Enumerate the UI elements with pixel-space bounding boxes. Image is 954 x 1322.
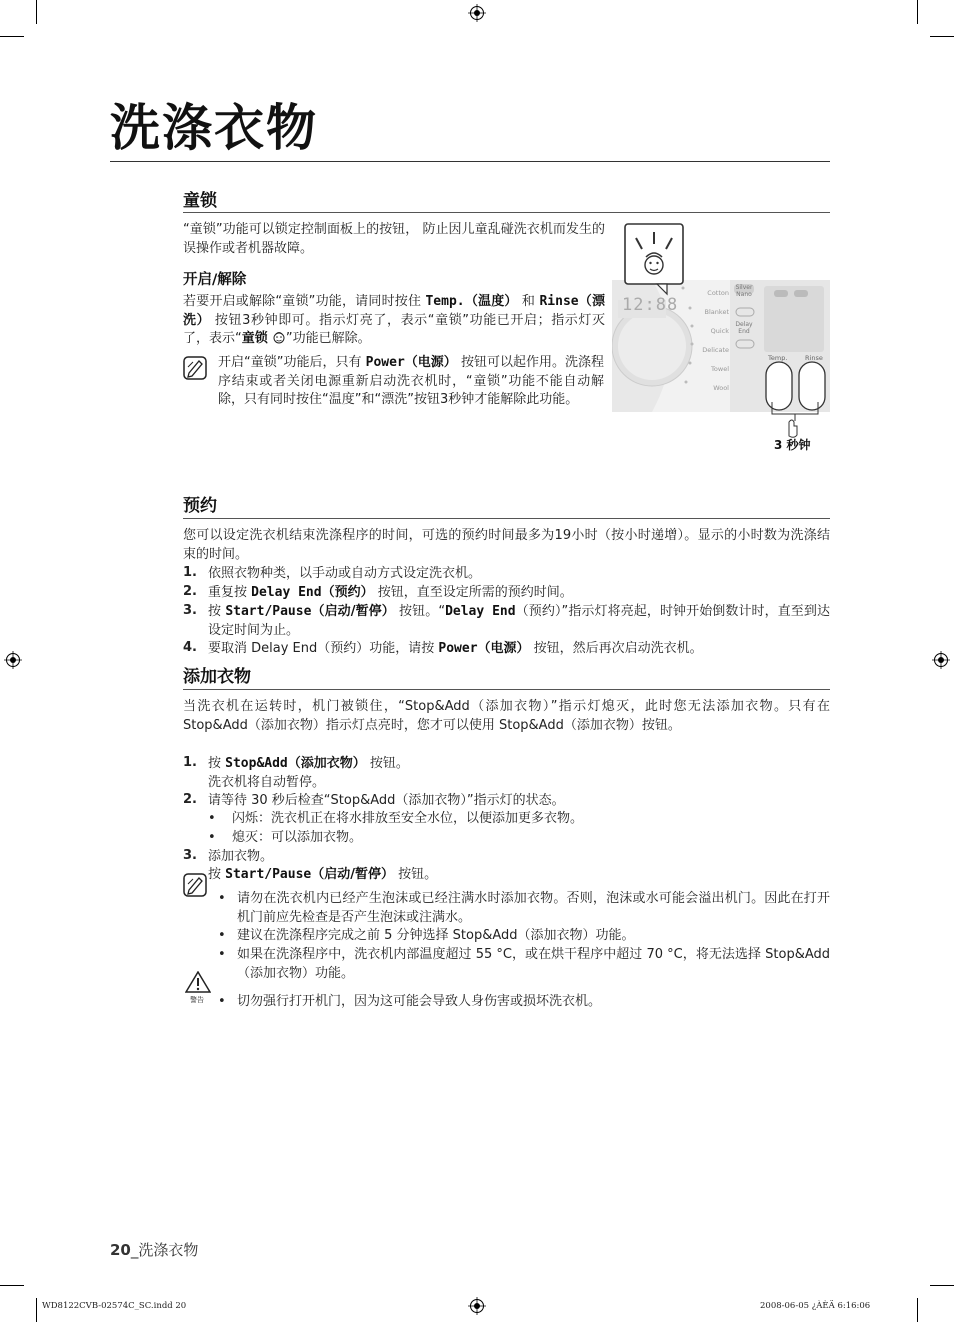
text-fragment: 按钮，直至设定所需的预约时间。 bbox=[373, 585, 573, 600]
power-cn-label: （电源） bbox=[404, 355, 457, 370]
registration-mark-icon bbox=[932, 651, 950, 669]
crop-mark bbox=[36, 1298, 37, 1322]
start-pause-button-label: Start/Pause bbox=[225, 867, 312, 882]
child-lock-instructions bbox=[183, 293, 605, 349]
bullet-dot: • bbox=[218, 891, 226, 906]
text-fragment: 按 bbox=[208, 867, 226, 882]
file-name: WD8122CVB-02574C_SC.indd 20 bbox=[42, 1301, 187, 1311]
page-title: 洗涤衣物 bbox=[110, 99, 318, 157]
section-title-add-laundry: 添加衣物 bbox=[183, 667, 251, 687]
warning-triangle-icon bbox=[185, 971, 211, 993]
text-fragment: ”功能已解除。 bbox=[285, 331, 371, 346]
note-icon bbox=[183, 873, 207, 897]
text-fragment: 重复按 bbox=[208, 585, 252, 600]
rinse-button-label: Rinse bbox=[539, 294, 579, 309]
cn-label: （添加衣物） bbox=[287, 756, 366, 771]
step-number: 1. bbox=[183, 755, 197, 770]
delay-end-step bbox=[208, 584, 830, 603]
section-title-delay-end: 预约 bbox=[183, 496, 217, 516]
stop-add-button-label: Stop&Add bbox=[225, 756, 288, 771]
bullet-dot: • bbox=[208, 811, 216, 826]
add-laundry-step: 请等待 30 秒后检查“Stop&Add（添加衣物）”指示灯的状态。 bbox=[208, 793, 565, 808]
print-timestamp: 2008-06-05 ¿ÀÈÄ 6:16:06 bbox=[760, 1301, 871, 1311]
delay-end-label bbox=[734, 321, 754, 335]
note-text: 建议在洗涤程序完成之前 5 分钟选择 Stop&Add（添加衣物）功能。 bbox=[237, 928, 635, 943]
text-fragment: 和 bbox=[517, 294, 540, 309]
delay-end-button-label: Delay End bbox=[251, 585, 322, 600]
child-lock-intro: “童锁”功能可以锁定控制面板上的按钮， 防止因儿童乱碰洗衣机而发生的误操作或者机器故障。 bbox=[183, 222, 605, 256]
registration-mark-icon bbox=[468, 4, 486, 22]
panel-label: End bbox=[738, 328, 750, 335]
note-icon bbox=[183, 356, 207, 380]
cycle-label: Blanket bbox=[704, 308, 729, 316]
sub-title-enable-disable: 开启/解除 bbox=[183, 272, 247, 288]
bullet-text: 闪烁：洗衣机正在将水排放至安全水位，以便添加更多衣物。 bbox=[232, 811, 584, 826]
crop-mark bbox=[0, 36, 24, 37]
bullet-dot: • bbox=[218, 994, 226, 1009]
panel-label: Delay bbox=[735, 321, 753, 328]
crop-mark bbox=[0, 1285, 24, 1286]
bullet-dot: • bbox=[218, 928, 226, 943]
text-fragment: 开启“童锁”功能后，只有 bbox=[218, 355, 366, 370]
cn-label: （启动/暂停） bbox=[311, 867, 394, 882]
child-lock-icon bbox=[272, 331, 286, 344]
cn-label: （电源） bbox=[477, 641, 530, 656]
crop-mark bbox=[930, 36, 954, 37]
text-fragment: 洗衣机将自动暂停。 bbox=[208, 774, 326, 790]
add-laundry-intro: 当洗衣机在运转时，机门被锁住，“Stop&Add（添加衣物）”指示灯熄灭，此时您无法添加衣物。只有在 Stop&Add（添加衣物）指示灯点亮时，您才可以使用 Stop&Add（添加衣物）按钮。 bbox=[183, 699, 830, 733]
step-number: 3. bbox=[183, 848, 197, 863]
lock-callout bbox=[625, 224, 683, 294]
section-title-child-lock: 童锁 bbox=[183, 191, 217, 211]
text-fragment: 按钮可以起作用。洗涤程序结束或者关闭电源重新启动洗衣机时，“童锁”功能不能自动解除，只有同时按住“温度”和“漂洗”按钮3秒钟才能解除此功能。 bbox=[218, 355, 604, 407]
panel-label: Silver bbox=[735, 284, 753, 291]
note-text: 请勿在洗衣机内已经产生泡沫或已经注满水时添加衣物。否则，泡沫或水可能会溢出机门。因此在打开机门前应先检查是否产生泡沫或注满水。 bbox=[237, 891, 830, 925]
page-footer bbox=[110, 1239, 198, 1260]
title-rule bbox=[110, 161, 830, 162]
registration-mark-icon bbox=[4, 651, 22, 669]
text-fragment: 按钮。 bbox=[365, 756, 409, 771]
rinse-cn-label: （漂洗） bbox=[183, 294, 605, 328]
add-laundry-step: 添加衣物。 bbox=[208, 849, 274, 864]
text-fragment: 按钮。 bbox=[393, 867, 438, 882]
add-laundry-step bbox=[208, 866, 830, 885]
child-lock-label: 童锁 bbox=[241, 331, 268, 346]
text-fragment: 按钮3秒钟即可。指示灯亮了，表示“童锁”功能已开启；指示灯灭了，表示“ bbox=[183, 312, 605, 346]
section-rule bbox=[183, 518, 830, 519]
text-fragment: 按钮。“ bbox=[394, 604, 446, 619]
text-fragment: 要取消 Delay End（预约）功能，请按 bbox=[208, 641, 439, 656]
page-footer-label: _洗涤衣物 bbox=[130, 1241, 199, 1259]
step-number: 2. bbox=[183, 584, 197, 599]
temp-panel-label: Temp. bbox=[768, 354, 788, 362]
text-fragment: 依照衣物种类，以手动或自动方式设定洗衣机。 bbox=[208, 566, 482, 581]
step-number: 1. bbox=[183, 565, 197, 580]
delay-end-step bbox=[208, 603, 830, 640]
start-pause-button-label: Start/Pause bbox=[225, 604, 312, 619]
text-fragment: （预约）”指示灯将亮起，时钟开始倒数计时，直至到达设定时间为止。 bbox=[208, 604, 830, 638]
text-fragment: 若要开启或解除“童锁”功能，请同时按住 bbox=[183, 294, 426, 309]
step-number: 2. bbox=[183, 792, 197, 807]
registration-mark-icon bbox=[468, 1297, 486, 1315]
delay-end-step bbox=[208, 565, 830, 584]
bullet-text: 熄灭：可以添加衣物。 bbox=[232, 830, 363, 845]
bullet-dot: • bbox=[218, 947, 226, 962]
power-button-label: Power bbox=[365, 355, 405, 370]
page-number: 20 bbox=[110, 1241, 131, 1259]
step-number: 4. bbox=[183, 640, 197, 655]
cn-label: （启动/暂停） bbox=[311, 604, 395, 619]
power-button-label: Power bbox=[438, 641, 478, 656]
cycle-label: Delicate bbox=[702, 346, 729, 354]
delay-end-button-label: Delay End bbox=[445, 604, 516, 619]
text-fragment: 按钮，然后再次启动洗衣机。 bbox=[529, 641, 703, 656]
crop-mark bbox=[36, 0, 37, 24]
temp-cn-label: （温度） bbox=[464, 294, 518, 309]
crop-mark bbox=[917, 0, 918, 24]
child-lock-note bbox=[218, 354, 604, 410]
note-text: 如果在洗涤程序中，洗衣机内部温度超过 55 °C，或在烘干程序中超过 70 °C，将无法选择 Stop&Add（添加衣物）功能。 bbox=[237, 947, 830, 981]
cycle-list bbox=[699, 284, 729, 398]
step-number: 3. bbox=[183, 603, 197, 618]
text-fragment: 按 bbox=[208, 604, 226, 619]
warning-label: 警告 bbox=[190, 996, 204, 1004]
cn-label: （预约） bbox=[321, 585, 374, 600]
text-fragment: 按 bbox=[208, 756, 226, 771]
press-duration-caption: 3 秒钟 bbox=[774, 438, 811, 452]
bullet-dot: • bbox=[208, 830, 216, 845]
crop-mark bbox=[930, 1285, 954, 1286]
delay-end-step bbox=[208, 640, 830, 659]
display-time: 12:88 bbox=[622, 295, 679, 315]
crop-mark bbox=[917, 1298, 918, 1322]
section-rule bbox=[183, 689, 830, 690]
cycle-label: Towel bbox=[711, 365, 729, 373]
rinse-panel-label: Rinse bbox=[805, 354, 823, 362]
panel-label: Nano bbox=[736, 291, 752, 298]
delay-end-intro: 您可以设定洗衣机结束洗涤程序的时间，可选的预约时间最多为19小时（按小时递增）。显示的小时数为洗涤结束的时间。 bbox=[183, 528, 830, 562]
temp-button-label: Temp. bbox=[425, 294, 465, 309]
section-rule bbox=[183, 212, 830, 213]
add-laundry-step bbox=[208, 755, 830, 792]
silver-nano-label bbox=[734, 284, 754, 298]
cycle-label: Cotton bbox=[707, 289, 729, 297]
warning-text: 切勿强行打开机门，因为这可能会导致人身伤害或损坏洗衣机。 bbox=[237, 994, 602, 1009]
cycle-label: Quick bbox=[710, 327, 729, 335]
cycle-label: Wool bbox=[713, 384, 729, 392]
